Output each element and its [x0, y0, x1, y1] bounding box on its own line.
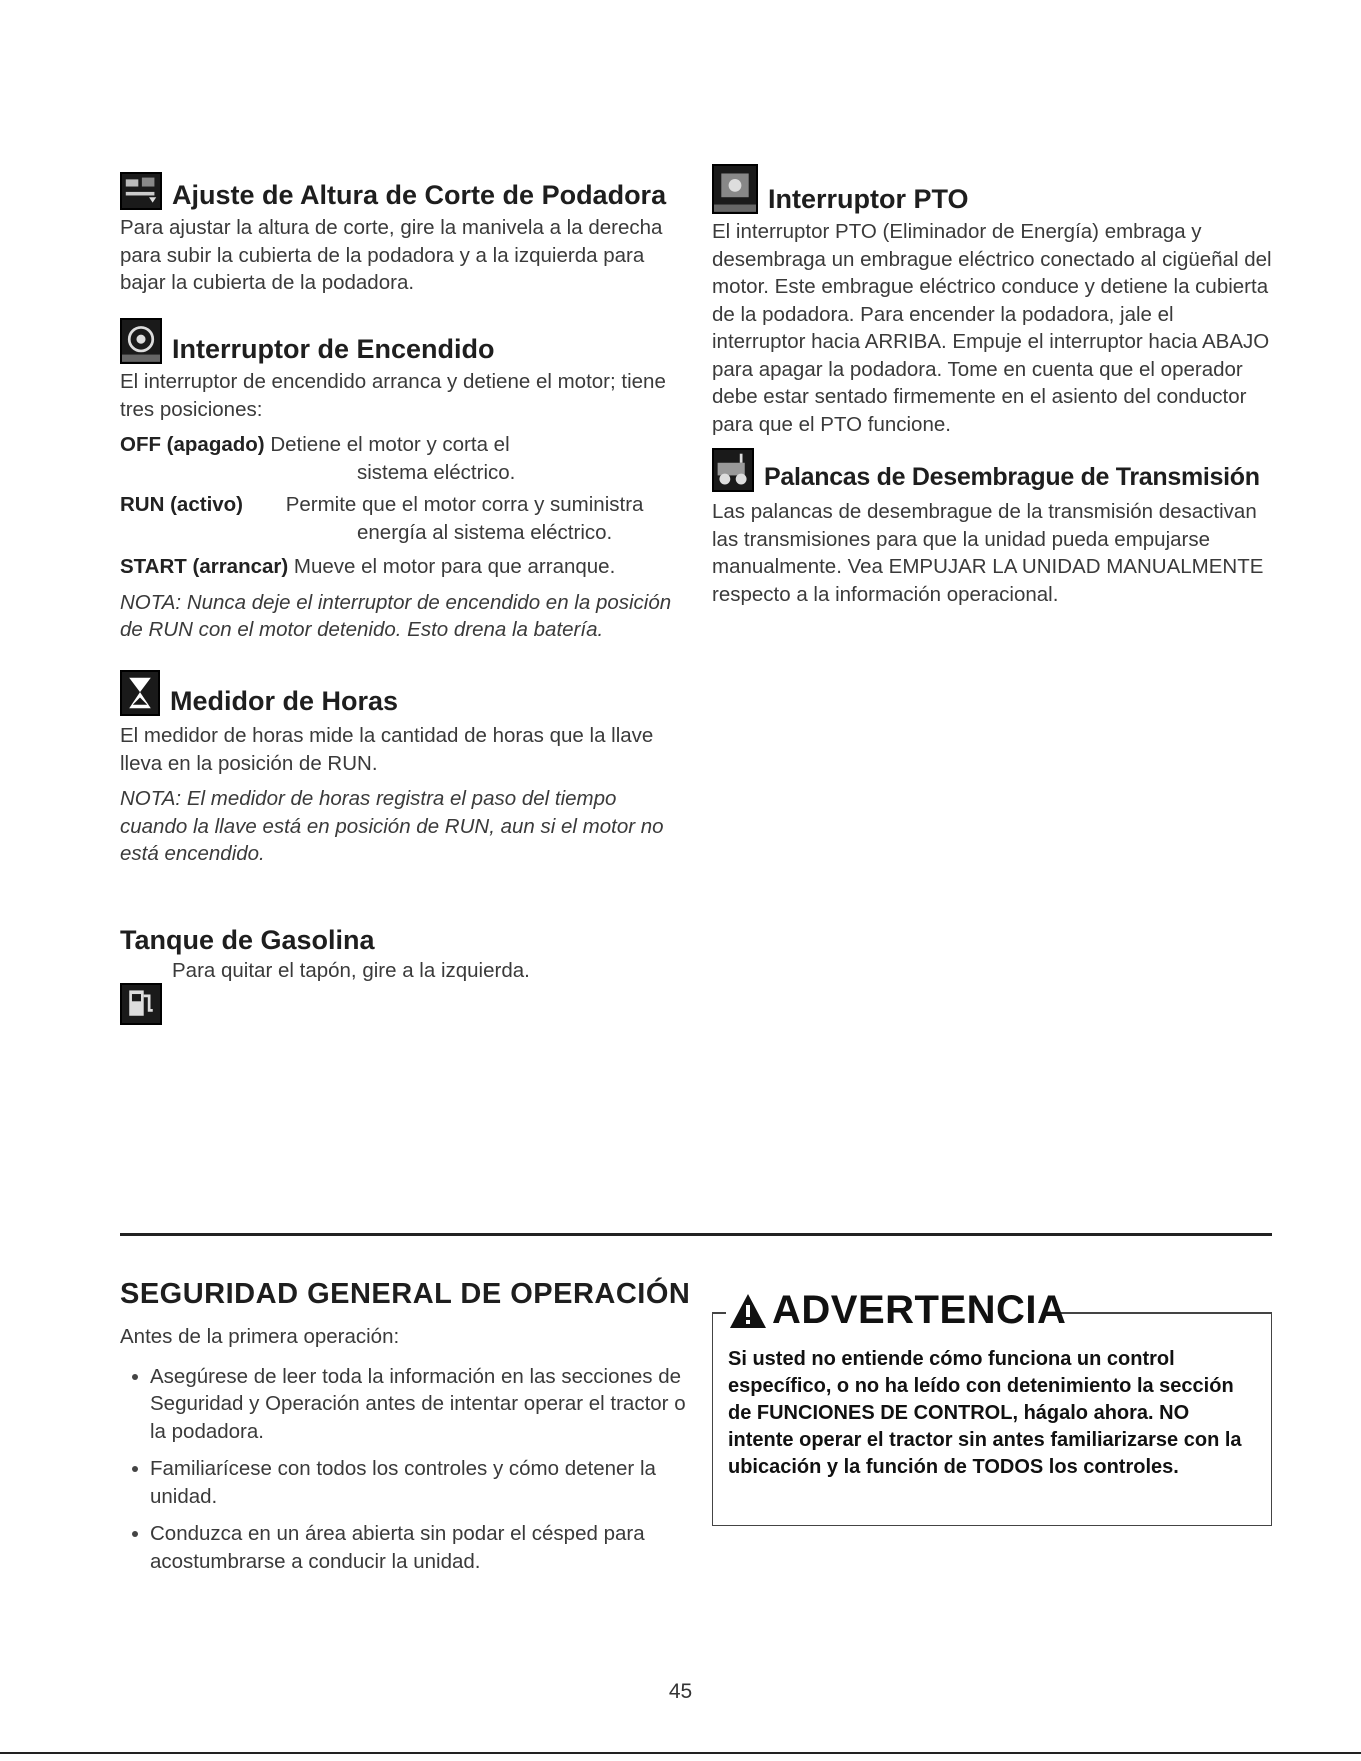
section-body: Para quitar el tapón, gire a la izquierda.: [172, 959, 530, 982]
position-start: [120, 553, 695, 581]
section-body: El interruptor de encendido arranca y detiene el motor; tiene tres posiciones:: [120, 370, 666, 421]
position-term: START (arrancar): [120, 555, 289, 578]
transmission-release-icon: [712, 448, 754, 492]
hourglass-icon: [120, 670, 160, 716]
pto-switch-icon: [712, 164, 758, 214]
section-body: Para ajustar la altura de corte, gire la manivela a la derecha para subir la cubierta de la podadora y a la izquierda para bajar la cubierta de la podadora.: [120, 216, 663, 294]
list-item: Familiarícese con todos los controles y cómo detener la unidad.: [120, 1455, 695, 1510]
position-term: OFF (apagado): [120, 433, 265, 456]
note: NOTA: El medidor de horas registra el paso del tiempo cuando la llave está en posición de RUN, aun si el motor no está encendido.: [120, 787, 664, 865]
section-title: Palancas de Desembrague de Transmisión: [764, 463, 1260, 491]
section-title: Medidor de Horas: [170, 686, 399, 716]
section-ajuste-altura: [120, 172, 690, 297]
section-body: El interruptor PTO (Eliminador de Energía) embraga y desembraga un embrague eléctrico conectado al cigüeñal del motor. Este embrague eléctrico conduce y detiene la cubierta de la podadora. Para encender la podadora, jale el interruptor hacia ARRIBA. Empuje el interruptor hacia ABAJO para apagar la podadora. Tome en cuenta que el operador debe estar sentado firmemente en el asiento del conductor para que el PTO funcione.: [712, 220, 1272, 436]
section-body: Las palancas de desembrague de la transmisión desactivan las transmisiones para que la unidad pueda empujarse manualmente. Vea EMPUJAR LA UNIDAD MANUALMENTE respecto a la información operacional.: [712, 500, 1264, 606]
list-item: Asegúrese de leer toda la información en las secciones de Seguridad y Operación antes de intentar operar el tractor o la podadora.: [120, 1363, 695, 1446]
section-body: El medidor de horas mide la cantidad de horas que la llave lleva en la posición de RUN.: [120, 724, 654, 775]
fuel-pump-icon: [120, 983, 162, 1025]
list-item: Conduzca en un área abierta sin podar el césped para acostumbrarse a conducir la unidad.: [120, 1520, 695, 1575]
warning-body: Si usted no entiende cómo funciona un control específico, o no ha leído con detenimiento la sección de FUNCIONES DE CONTROL, hágalo ahora. NO intente operar el tractor sin antes familiarizarse con la ubicación y la función de TODOS los controles.: [728, 1348, 1242, 1478]
section-heading: [120, 925, 680, 955]
position-run: [120, 491, 695, 545]
section-heading: [120, 318, 695, 364]
bullet-list: [120, 1363, 695, 1576]
warning-triangle-icon: [728, 1291, 768, 1331]
position-desc: Mueve el motor para que arranque.: [293, 555, 616, 578]
section-heading: [120, 172, 690, 210]
section-tanque-gasolina: [120, 925, 680, 1025]
ignition-switch-icon: [120, 318, 162, 364]
section-divider: [120, 1233, 1272, 1236]
section-interruptor-encendido: [120, 318, 695, 644]
position-desc-cont: sistema eléctrico.: [357, 460, 516, 484]
section-interruptor-pto: [712, 164, 1272, 438]
section-heading: [120, 670, 680, 716]
position-desc-cont: energía al sistema eléctrico.: [357, 520, 613, 544]
section-title: Interruptor PTO: [768, 184, 969, 214]
section-intro: Antes de la primera operación:: [120, 1325, 400, 1348]
section-title: SEGURIDAD GENERAL DE OPERACIÓN: [120, 1278, 691, 1310]
section-title: Tanque de Gasolina: [120, 925, 375, 955]
section-title: Interruptor de Encendido: [172, 334, 495, 364]
positions-list: [120, 431, 695, 581]
section-medidor-horas: [120, 670, 680, 868]
section-title: Ajuste de Altura de Corte de Podadora: [172, 180, 667, 210]
note: NOTA: Nunca deje el interruptor de encendido en la posición de RUN con el motor detenido. Esto drena la batería.: [120, 590, 672, 641]
warning-title: ADVERTENCIA: [772, 1288, 1067, 1332]
mower-deck-height-icon: [120, 172, 162, 210]
section-palancas-desembrague: [712, 448, 1277, 608]
position-term: RUN (activo): [120, 493, 244, 516]
page-number: 45: [668, 1680, 693, 1703]
page-bottom-rule: [0, 1752, 1361, 1754]
position-desc: Detiene el motor y corta el: [270, 433, 510, 456]
section-heading: [712, 164, 1272, 214]
section-seguridad-general: [120, 1278, 695, 1585]
position-desc: Permite que el motor corra y suministra: [285, 493, 644, 516]
section-heading: [712, 448, 1277, 492]
position-off: [120, 431, 695, 485]
warning-title-row: [712, 1288, 1272, 1336]
